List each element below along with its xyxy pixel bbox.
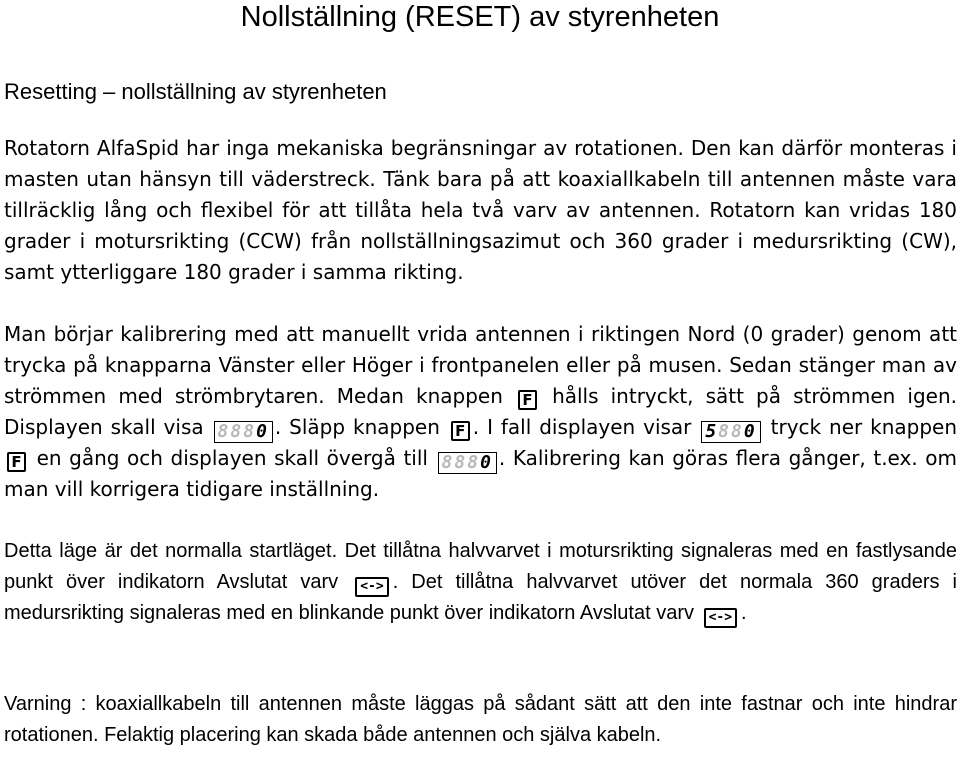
f-button-icon: F — [518, 390, 537, 410]
startmode-text-1: Detta läge är det normalla startläget. Det tillåtna halvvarvet i motursrikting signaleras med en fastlysande punkt över indikatorn Avslutat varv — [4, 540, 957, 593]
paragraph-intro — [4, 133, 957, 288]
calibration-text-1: Man börjar kalibrering med att manuellt vrida antennen i riktingen Nord (0 grader) genom att trycka på knapparna Vänster eller Höger i frontpanelen eller på musen. Sedan stänger man av strömmen med strömbrytaren. Medan knappen — [4, 322, 957, 408]
paragraph-startmode — [4, 536, 957, 629]
display-8880-icon: 8880 — [438, 452, 497, 474]
paragraph-calibration — [4, 319, 957, 505]
calibration-text-4: . I fall displayen visar — [472, 415, 692, 439]
paragraph-intro-text: Rotatorn AlfaSpid har inga mekaniska begränsningar av rotationen. Den kan därför monteras i masten utan hänsyn till väderstreck. Tänk bara på att koaxiallkabeln till antennen måste vara tillräcklig lång och flexibel för att tillåta hela två varv av antennen. Rotatorn kan vridas 180 grader i motursrikting (CCW) från nollställningsazimut och 360 grader i medursrikting (CW), samt ytterliggare 180 grader i samma rikting. — [4, 136, 957, 284]
subtitle: Resetting – nollställning av styrenheten — [4, 79, 387, 104]
display-8880-icon: 8880 — [214, 421, 273, 443]
startmode-text-3: . — [741, 602, 747, 624]
page-title: Nollställning (RESET) av styrenheten — [240, 1, 720, 33]
calibration-text-5: tryck ner knappen — [770, 415, 958, 439]
startmode-text-2: . Det tillåtna halvvarvet utöver det normala 360 graders i medursrikting signaleras med en blinkande punkt över indikatorn Avslutat varv — [4, 571, 957, 624]
calibration-text-7: . Kalibrering kan göras flera gånger, t.ex. om man vill korrigera tidigare inställning. — [4, 446, 957, 501]
display-5880-icon: 5880 — [701, 421, 760, 443]
paragraph-warning — [4, 689, 957, 751]
calibration-text-3: . Släpp knappen — [274, 415, 440, 439]
calibration-text-2: hålls intryckt, sätt på strömmen igen. Displayen skall visa — [4, 384, 958, 439]
turn-indicator-icon: <-> — [355, 577, 388, 597]
f-button-icon: F — [7, 452, 26, 472]
f-button-icon: F — [451, 421, 470, 441]
turn-indicator-icon: <-> — [704, 608, 737, 628]
paragraph-warning-text: Varning : koaxiallkabeln till antennen måste läggas på sådant sätt att den inte fastnar och inte hindrar rotationen. Felaktig placering kan skada både antennen och själva kabeln. — [4, 693, 957, 746]
calibration-text-6: en gång och displayen skall övergå till — [36, 446, 428, 470]
